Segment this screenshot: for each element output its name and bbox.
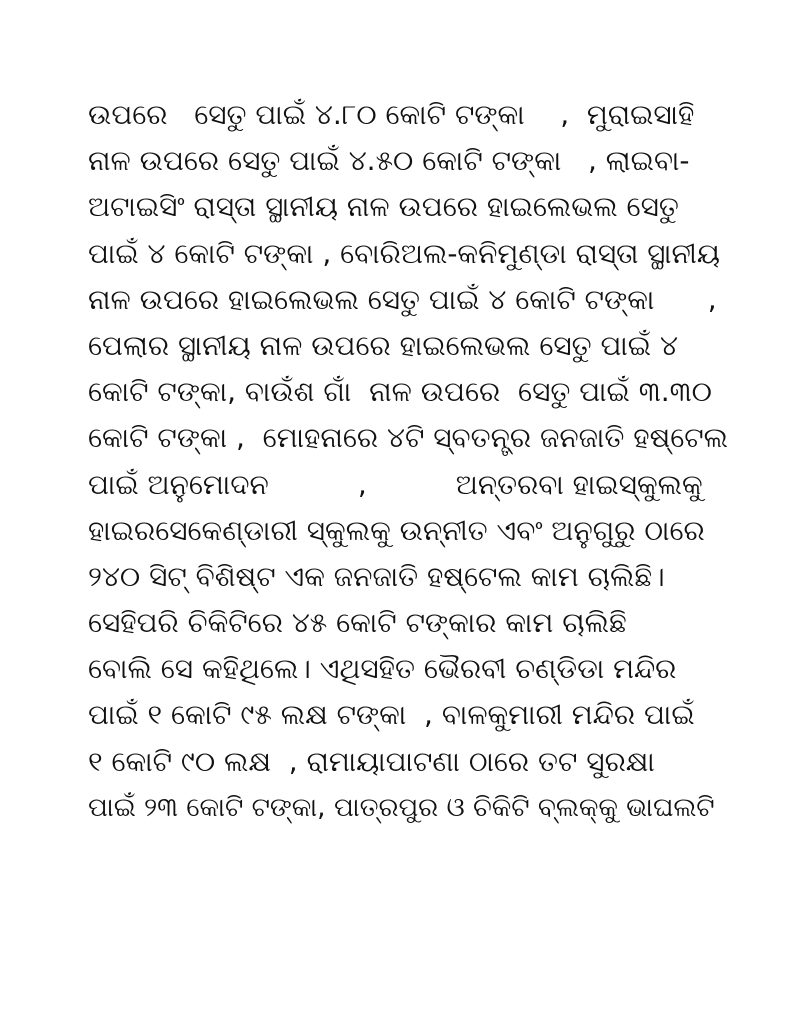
text-line: ୨୪୦ ସିଟ୍ ବିଶିଷ୍ଟ ଏକ ଜନଜାତି ହଷ୍ଟେଲ କାମ ଚାଲିଛି। <box>88 559 665 593</box>
text-line: ଅଟାଇସିଂ ରାସ୍ତା ସ୍ଥାନୀୟ ନାଳ ଉପରେ ହାଇଲେଭଲ ସେତୁ <box>88 190 679 224</box>
text-line: ପାଇଁ ୨୩ କୋଟି ଟଙ୍କା, ପାତ୍ରପୁର ଓ ଚିକିଟି ବ୍ଲକ୍‌କୁ ଭାଘଲଟି <box>88 792 715 823</box>
text-line: କୋଟି ଟଙ୍କା , ମୋହନାରେ ୪ଟି ସ୍ବତନ୍ତ୍ର ଜନଜାତି ହଷ୍ଟେଲ <box>88 421 728 455</box>
text-line: ପେଲାର ସ୍ଥାନୀୟ ନାଳ ଉପରେ ହାଇଲେଭଲ ସେତୁ ପାଇଁ ୪ <box>88 328 678 362</box>
text-line: ୧ କୋଟି ୯୦ ଲକ୍ଷ , ରାମାୟାପାଟଣା ଠାରେ ତଟ ସୁରକ୍ଷା <box>88 744 655 778</box>
text-line: ପାଇଁ ୪ କୋଟି ଟଙ୍କା , ବୋରିଅଲ-କନିମୁଣ୍ଡା ରାସ୍ତା ସ୍ଥାନୀୟ <box>88 236 720 270</box>
text-line: ଉପରେ ସେତୁ ପାଇଁ ୪.୮୦ କୋଟି ଟଙ୍କା , ମୁରାଇସାହି <box>88 98 695 131</box>
text-line: ପାଇଁ ଅନୁମୋଦନ , ଅନ୍ତରବା ହାଇସ୍କୁଲକୁ <box>88 467 703 501</box>
text-line: ନାଳ ଉପରେ ହାଇଲେଭଲ ସେତୁ ପାଇଁ ୪ କୋଟି ଟଙ୍କା , <box>88 282 717 316</box>
text-line: କୋଟି ଟଙ୍କା, ବାଉଁଶ ଗାଁ ନାଳ ଉପରେ ସେତୁ ପାଇଁ ୩.୩୦ <box>88 375 712 409</box>
text-line: ପାଇଁ ୧ କୋଟି ୯୫ ଲକ୍ଷ ଟଙ୍କା , ବାଳକୁମାରୀ ମନ୍ଦିର ପାଇଁ <box>88 698 695 732</box>
text-line: ସେହିପରି ଚିକିଟିରେ ୪୫ କୋଟି ଟଙ୍କାର କାମ ଚାଲିଛି <box>88 606 627 640</box>
text-line: ବୋଲି ସେ କହିଥିଲେ। ଏଥିସହିତ ଭୈରବୀ ଚଣ୍ଡିଡା ମନ୍ଦିର <box>88 652 677 686</box>
text-line: ହାଇରସେକେଣ୍ଡାରୀ ସ୍କୁଲକୁ ଉନ୍ନୀତ ଏବଂ ଅନୁଗୁରୁ ଠାରେ <box>88 513 705 547</box>
article-text <box>88 92 728 831</box>
text-line: ନାଳ ଉପରେ ସେତୁ ପାଇଁ ୪.୫୦ କୋଟି ଟଙ୍କା , ଲାଇବା- <box>88 144 690 178</box>
